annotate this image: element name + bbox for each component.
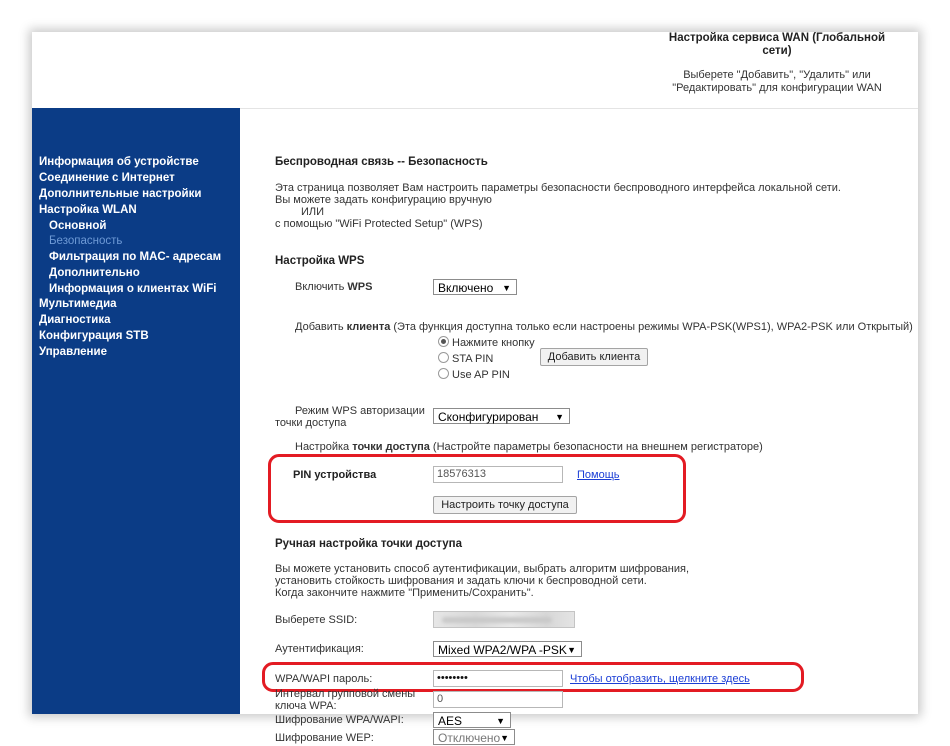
wps-enable-select[interactable]: Включено ▼	[433, 279, 517, 295]
sidebar-nav	[32, 108, 240, 714]
wps-auth-mode-label-1: Режим WPS авторизации	[295, 405, 425, 417]
page-title: Беспроводная связь -- Безопасность	[275, 156, 488, 168]
intro-line-1: Эта страница позволяет Вам настроить параметры безопасности беспроводного интерфейса локальной сети.	[275, 182, 841, 194]
intro-line-2: Вы можете задать конфигурацию вручную	[275, 194, 492, 206]
main-content	[275, 108, 915, 745]
router-web-ui	[32, 32, 918, 745]
interval-label-2: ключа WPA:	[275, 700, 337, 712]
wps-auth-mode-label-2: точки доступа	[275, 417, 347, 429]
chevron-down-icon: ▼	[502, 283, 511, 293]
sidebar-item-management[interactable]: Управление	[39, 346, 107, 358]
wpa-encryption-label: Шифрование WPA/WAPI:	[275, 714, 404, 726]
sidebar-item-wlan-advanced[interactable]: Дополнительно	[49, 267, 140, 279]
pin-label: PIN устройства	[293, 469, 377, 481]
ap-setup-label: Настройка точки доступа (Настройте параметры безопасности на внешнем регистраторе)	[295, 441, 763, 453]
password-field[interactable]: ••••••••	[433, 670, 563, 687]
manual-desc-2: установить стойкость шифрования и задать ключи к беспроводной сети.	[275, 575, 647, 587]
sidebar-item-mac-filter[interactable]: Фильтрация по MAC- адресам	[49, 251, 222, 263]
wep-encryption-select[interactable]: Отключено ▼	[433, 729, 515, 745]
help-link[interactable]: Помощь	[577, 469, 620, 481]
password-label: WPA/WAPI пароль:	[275, 673, 373, 685]
manual-section-title: Ручная настройка точки доступа	[275, 538, 462, 550]
intro-or: ИЛИ	[301, 206, 325, 218]
wps-enable-label: Включить WPS	[295, 281, 373, 293]
chevron-down-icon: ▼	[555, 412, 564, 422]
sidebar-item-diagnostics[interactable]: Диагностика	[39, 314, 111, 326]
chevron-down-icon: ▼	[500, 733, 509, 743]
auth-label: Аутентификация:	[275, 643, 364, 655]
header-title: Настройка сервиса WAN (Глобальной сети)	[668, 32, 886, 57]
wep-encryption-label: Шифрование WEP:	[275, 732, 374, 744]
add-client-label: Добавить клиента (Эта функция доступна только если настроены режимы WPA-PSK(WPS1), WPA2-PSK или Открытый)	[295, 321, 913, 333]
sidebar-item-wlan[interactable]: Настройка WLAN	[39, 204, 137, 216]
interval-field[interactable]: 0	[433, 691, 563, 708]
sidebar-item-multimedia[interactable]: Мультимедиа	[39, 298, 117, 310]
radio-push-button-label: Нажмите кнопку	[452, 337, 535, 349]
sidebar-item-basic[interactable]: Основной	[49, 220, 107, 232]
ssid-select-blurred[interactable]	[433, 611, 575, 628]
pin-field[interactable]: 18576313	[433, 466, 563, 483]
page-header	[32, 32, 918, 108]
wps-auth-mode-select[interactable]: Сконфигурирован ▼	[433, 408, 570, 424]
wps-section-title: Настройка WPS	[275, 255, 365, 267]
sidebar-item-security[interactable]: Безопасность	[49, 235, 123, 247]
wpa-encryption-select[interactable]: AES ▼	[433, 712, 511, 728]
chevron-down-icon: ▼	[496, 716, 505, 726]
sidebar-item-internet[interactable]: Соединение с Интернет	[39, 172, 175, 184]
manual-desc-1: Вы можете установить способ аутентификации, выбрать алгоритм шифрования,	[275, 563, 690, 575]
auth-select[interactable]: Mixed WPA2/WPA -PSK ▼	[433, 641, 582, 657]
radio-sta-pin-label: STA PIN	[452, 353, 494, 365]
interval-label-1: Интервал групповой смены	[275, 688, 416, 700]
sidebar-item-device-info[interactable]: Информация об устройстве	[39, 156, 199, 168]
intro-line-4: с помощью "WiFi Protected Setup" (WPS)	[275, 218, 483, 230]
sidebar-item-stb[interactable]: Конфигурация STB	[39, 330, 149, 342]
chevron-down-icon: ▼	[567, 645, 576, 655]
highlight-frame-pin	[268, 454, 686, 523]
header-description: Выберете "Добавить", "Удалить" или "Редактировать" для конфигурации WAN	[672, 69, 882, 94]
sidebar-item-advanced[interactable]: Дополнительные настройки	[39, 188, 202, 200]
add-client-button[interactable]: Добавить клиента	[540, 348, 648, 366]
ssid-label: Выберете SSID:	[275, 614, 358, 626]
configure-ap-button[interactable]: Настроить точку доступа	[433, 496, 577, 514]
sidebar-item-wifi-clients[interactable]: Информация о клиентах WiFi	[49, 283, 217, 295]
manual-desc-3: Когда закончите нажмите "Применить/Сохранить".	[275, 587, 534, 599]
radio-ap-pin[interactable]	[438, 368, 449, 379]
radio-push-button[interactable]	[438, 336, 449, 347]
show-password-link[interactable]: Чтобы отобразить, щелкните здесь	[570, 673, 750, 685]
radio-sta-pin[interactable]	[438, 352, 449, 363]
radio-ap-pin-label: Use AP PIN	[452, 369, 510, 381]
